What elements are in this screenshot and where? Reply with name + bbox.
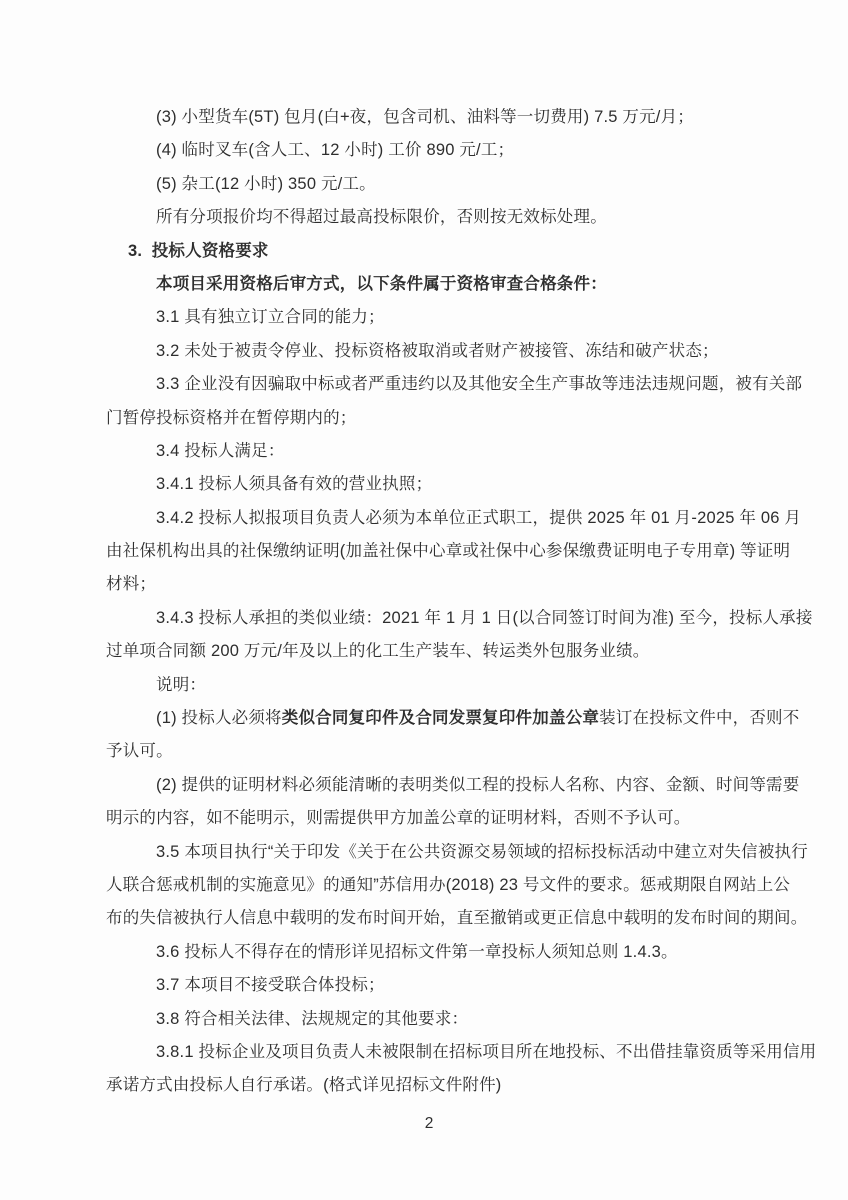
text-line <box>106 368 803 401</box>
text-line <box>106 235 752 268</box>
text-segment: 承诺方式由投标人自行承诺。(格式详见招标文件附件) <box>106 1076 502 1095</box>
text-segment: 3.2 未处于被责令停业、投标资格被取消或者财产被接管、冻结和破产状态； <box>156 341 719 360</box>
text-line <box>106 902 808 935</box>
text-line <box>106 769 800 802</box>
text-segment: (2) 提供的证明材料必须能清晰的表明类似工程的投标人名称、内容、金额、时间等需要 <box>156 775 800 794</box>
text-line <box>106 535 791 568</box>
text-line <box>106 101 752 134</box>
text-segment: 本项目采用资格后审方式，以下条件属于资格审查合格条件： <box>156 274 607 293</box>
text-line <box>106 635 752 668</box>
text-line <box>106 602 813 635</box>
text-line <box>106 735 752 768</box>
text-line <box>106 268 752 301</box>
text-segment: 3.4.2 投标人拟报项目负责人必须为本单位正式职工，提供 2025 年 01 月-2025 年 06 月 <box>156 508 802 527</box>
text-line <box>106 335 752 368</box>
text-line <box>106 836 808 869</box>
text-segment: 装订在投标文件中，否则不 <box>599 709 800 728</box>
text-line <box>106 168 752 201</box>
text-line <box>106 435 752 468</box>
text-segment: (3) 小型货车(5T) 包月(白+夜，包含司机、油料等一切费用) 7.5 万元/月； <box>156 108 694 126</box>
text-segment: 类似合同复印件及合同发票复印件加盖公章 <box>281 709 600 728</box>
text-line <box>106 1003 752 1036</box>
text-line <box>106 969 752 1002</box>
text-segment: (4) 临时叉车(含人工、12 小时) 工价 890 元/工； <box>156 141 515 160</box>
text-line <box>106 468 752 501</box>
text-segment: 材料； <box>106 575 157 594</box>
text-line <box>106 402 752 435</box>
document-lines <box>106 101 817 1103</box>
text-segment: 3.6 投标人不得存在的情形详见招标文件第一章投标人须知总则 1.4.3。 <box>156 942 678 961</box>
page-number: 2 <box>424 1114 434 1132</box>
text-segment: (5) 杂工(12 小时) 350 元/工。 <box>156 174 376 193</box>
text-segment: 由社保机构出具的社保缴纳证明(加盖社保中心章或社保中心参保缴费证明电子专用章) 等证明 <box>106 542 791 561</box>
text-segment: 过单项合同额 200 万元/年及以上的化工生产装车、转运类外包服务业绩。 <box>106 642 650 661</box>
text-segment: 门暂停投标资格并在暂停期内的； <box>106 408 357 427</box>
text-line <box>106 201 752 234</box>
text-segment: 3.1 具有独立订立合同的能力； <box>156 308 385 327</box>
text-line <box>106 936 752 969</box>
text-segment: 3.4.3 投标人承担的类似业绩：2021 年 1 月 1 日(以合同签订时间为准) 至今，投标人承接 <box>156 608 813 627</box>
text-line <box>106 802 752 835</box>
text-segment: 3.3 企业没有因骗取中标或者严重违约以及其他安全生产事故等违法违规问题，被有关部 <box>156 375 803 394</box>
text-segment: 人联合惩戒机制的实施意见》的通知”苏信用办(2018) 23 号文件的要求。惩戒期限自网站上公 <box>106 875 791 894</box>
text-line <box>106 669 752 702</box>
text-segment: 3.5 本项目执行“关于印发《关于在公共资源交易领域的招标投标活动中建立对失信被执行 <box>156 842 808 861</box>
text-segment: 3.8 符合相关法律、法规规定的其他要求： <box>156 1009 469 1028</box>
text-line <box>106 1069 752 1102</box>
text-segment: 3. 投标人资格要求 <box>128 241 269 260</box>
text-line <box>106 568 752 601</box>
text-segment: 3.4.1 投标人须具备有效的营业执照； <box>156 475 433 494</box>
text-segment: 3.8.1 投标企业及项目负责人未被限制在招标项目所在地投标、不出借挂靠资质等采用信用 <box>156 1042 817 1061</box>
text-segment: 3.4 投标人满足： <box>156 441 285 460</box>
text-line <box>106 134 752 167</box>
text-segment: 说明： <box>156 675 207 694</box>
text-segment: (1) 投标人必须将 <box>156 709 282 728</box>
text-line <box>106 702 800 735</box>
text-line <box>106 1036 817 1069</box>
text-segment: 予认可。 <box>106 742 173 761</box>
text-line <box>106 301 752 334</box>
text-segment: 3.7 本项目不接受联合体投标； <box>156 976 385 995</box>
text-line <box>106 869 791 902</box>
text-line <box>106 502 802 535</box>
text-segment: 所有分项报价均不得超过最高投标限价，否则按无效标处理。 <box>156 208 607 227</box>
text-segment: 明示的内容，如不能明示，则需提供甲方加盖公章的证明材料，否则不予认可。 <box>106 809 691 828</box>
text-segment: 布的失信被执行人信息中载明的发布时间开始，直至撤销或更正信息中载明的发布时间的期间。 <box>106 909 808 928</box>
